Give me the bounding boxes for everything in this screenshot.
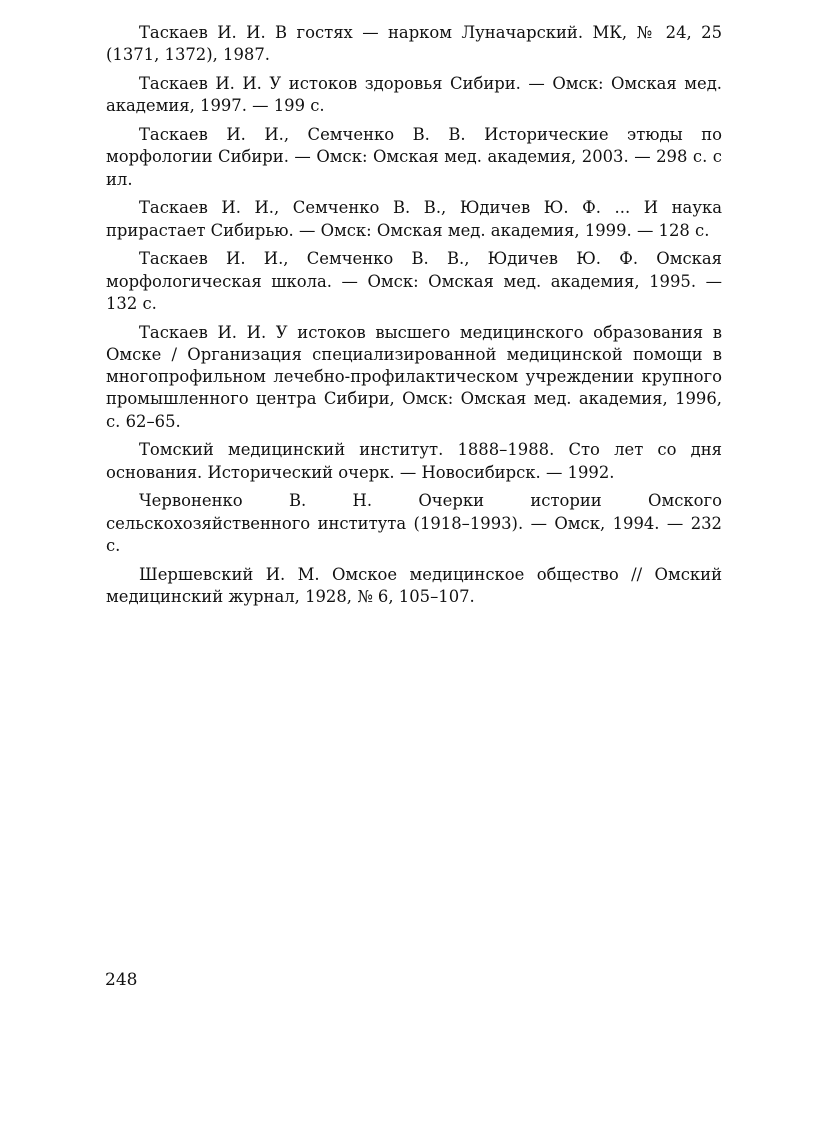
- reference-entry: Таскаев И. И. У истоков здоровья Сибири. — Омск: Омская мед. академия, 1997. — 199 с.: [106, 73, 722, 116]
- bibliography-list: [106, 22, 722, 615]
- reference-entry: Червоненко В. Н. Очерки истории Омского сельскохозяйственного института (1918–1993). — Омск, 1994. — 232 с.: [106, 491, 722, 555]
- reference-entry: Таскаев И. И. В гостях — нарком Луначарский. МК, № 24, 25 (1371, 1372), 1987.: [106, 23, 722, 65]
- reference-entry: Таскаев И. И., Семченко В. В., Юдичев Ю. Ф. ... И наука прирастает Сибирью. — Омск: Омская мед. академия, 1999. — 128 с.: [106, 198, 722, 240]
- reference-entry: Шершевский И. М. Омское медицинское общество // Омский медицинский журнал, 1928, № 6, 105–107.: [106, 564, 722, 606]
- reference-entry: Томский медицинский институт. 1888–1988. Сто лет со дня основания. Исторический очерк. — Новосибирск. — 1992.: [106, 440, 722, 482]
- reference-entry: Таскаев И. И., Семченко В. В., Юдичев Ю. Ф. Омская морфологическая школа. — Омск: Омская мед. академия, 1995. — 132 с.: [106, 249, 722, 313]
- page-number: 248: [105, 970, 138, 990]
- reference-entry: Таскаев И. И. У истоков высшего медицинского образования в Омске / Организация специализированной медицинской помощи в многопрофильном лечебно-профилактическом учреждении крупного промышленного центра Сибири, Омск: Омская мед. академия, 1996, с. 62–65.: [106, 322, 722, 431]
- reference-entry: Таскаев И. И., Семченко В. В. Исторические этюды по морфологии Сибири. — Омск: Омская мед. академия, 2003. — 298 с. с ил.: [106, 124, 722, 189]
